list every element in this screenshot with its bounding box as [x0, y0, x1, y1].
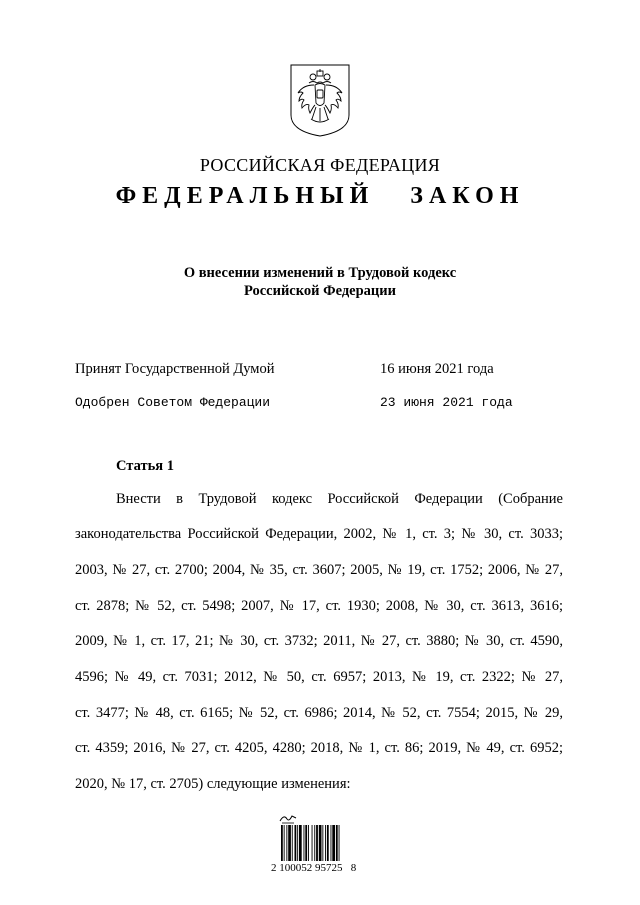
- article-heading: Статья 1: [116, 458, 174, 474]
- duma-adoption-date: 16 июня 2021 года: [380, 361, 494, 377]
- duma-adoption-label: Принят Государственной Думой: [75, 361, 275, 377]
- article-text-line: ст. 2878; № 52, ст. 5498; 2007, № 17, ст. 1930; 2008, № 30, ст. 3613, 3616;: [75, 598, 563, 614]
- council-approval-date: 23 июня 2021 года: [380, 395, 513, 410]
- law-title-line-1: О внесении изменений в Трудовой кодекс: [183, 265, 457, 281]
- law-title-line-2: Российской Федерации: [243, 283, 396, 299]
- article-text-line: ст. 3477; № 48, ст. 6165; № 52, ст. 6986; 2014, № 52, ст. 7554; 2015, № 29,: [75, 705, 563, 721]
- document-type-heading: ФЕДЕРАЛЬНЫЙ ЗАКОН: [115, 183, 525, 209]
- article-text-line: 2003, № 27, ст. 2700; 2004, № 35, ст. 3607; 2005, № 19, ст. 1752; 2006, № 27,: [75, 562, 563, 578]
- article-text-line: 4596; № 49, ст. 7031; 2012, № 50, ст. 6957; 2013, № 19, ст. 2322; № 27,: [75, 669, 563, 685]
- article-text-line: ст. 4359; 2016, № 27, ст. 4205, 4280; 2018, № 1, ст. 86; 2019, № 49, ст. 6952;: [75, 740, 563, 756]
- law-title: [0, 264, 640, 300]
- document-barcode: [271, 812, 391, 876]
- article-text-line: 2009, № 1, ст. 17, 21; № 30, ст. 3732; 2011, № 27, ст. 3880; № 30, ст. 4590,: [75, 633, 563, 649]
- barcode-number: 2 100052 95725 8: [271, 862, 357, 874]
- barcode-bars: [281, 825, 365, 861]
- article-text-line: Внести в Трудовой кодекс Российской Федерации (Собрание: [116, 491, 563, 507]
- coat-of-arms-emblem: [289, 63, 351, 138]
- scribble-mark-icon: [279, 812, 297, 824]
- country-name: РОССИЙСКАЯ ФЕДЕРАЦИЯ: [199, 155, 441, 175]
- article-text-line: законодательства Российской Федерации, 2002, № 1, ст. 3; № 30, ст. 3033;: [75, 526, 563, 542]
- council-approval-label: Одобрен Советом Федерации: [75, 395, 271, 410]
- article-text-line: 2020, № 17, ст. 2705) следующие изменения:: [75, 776, 351, 792]
